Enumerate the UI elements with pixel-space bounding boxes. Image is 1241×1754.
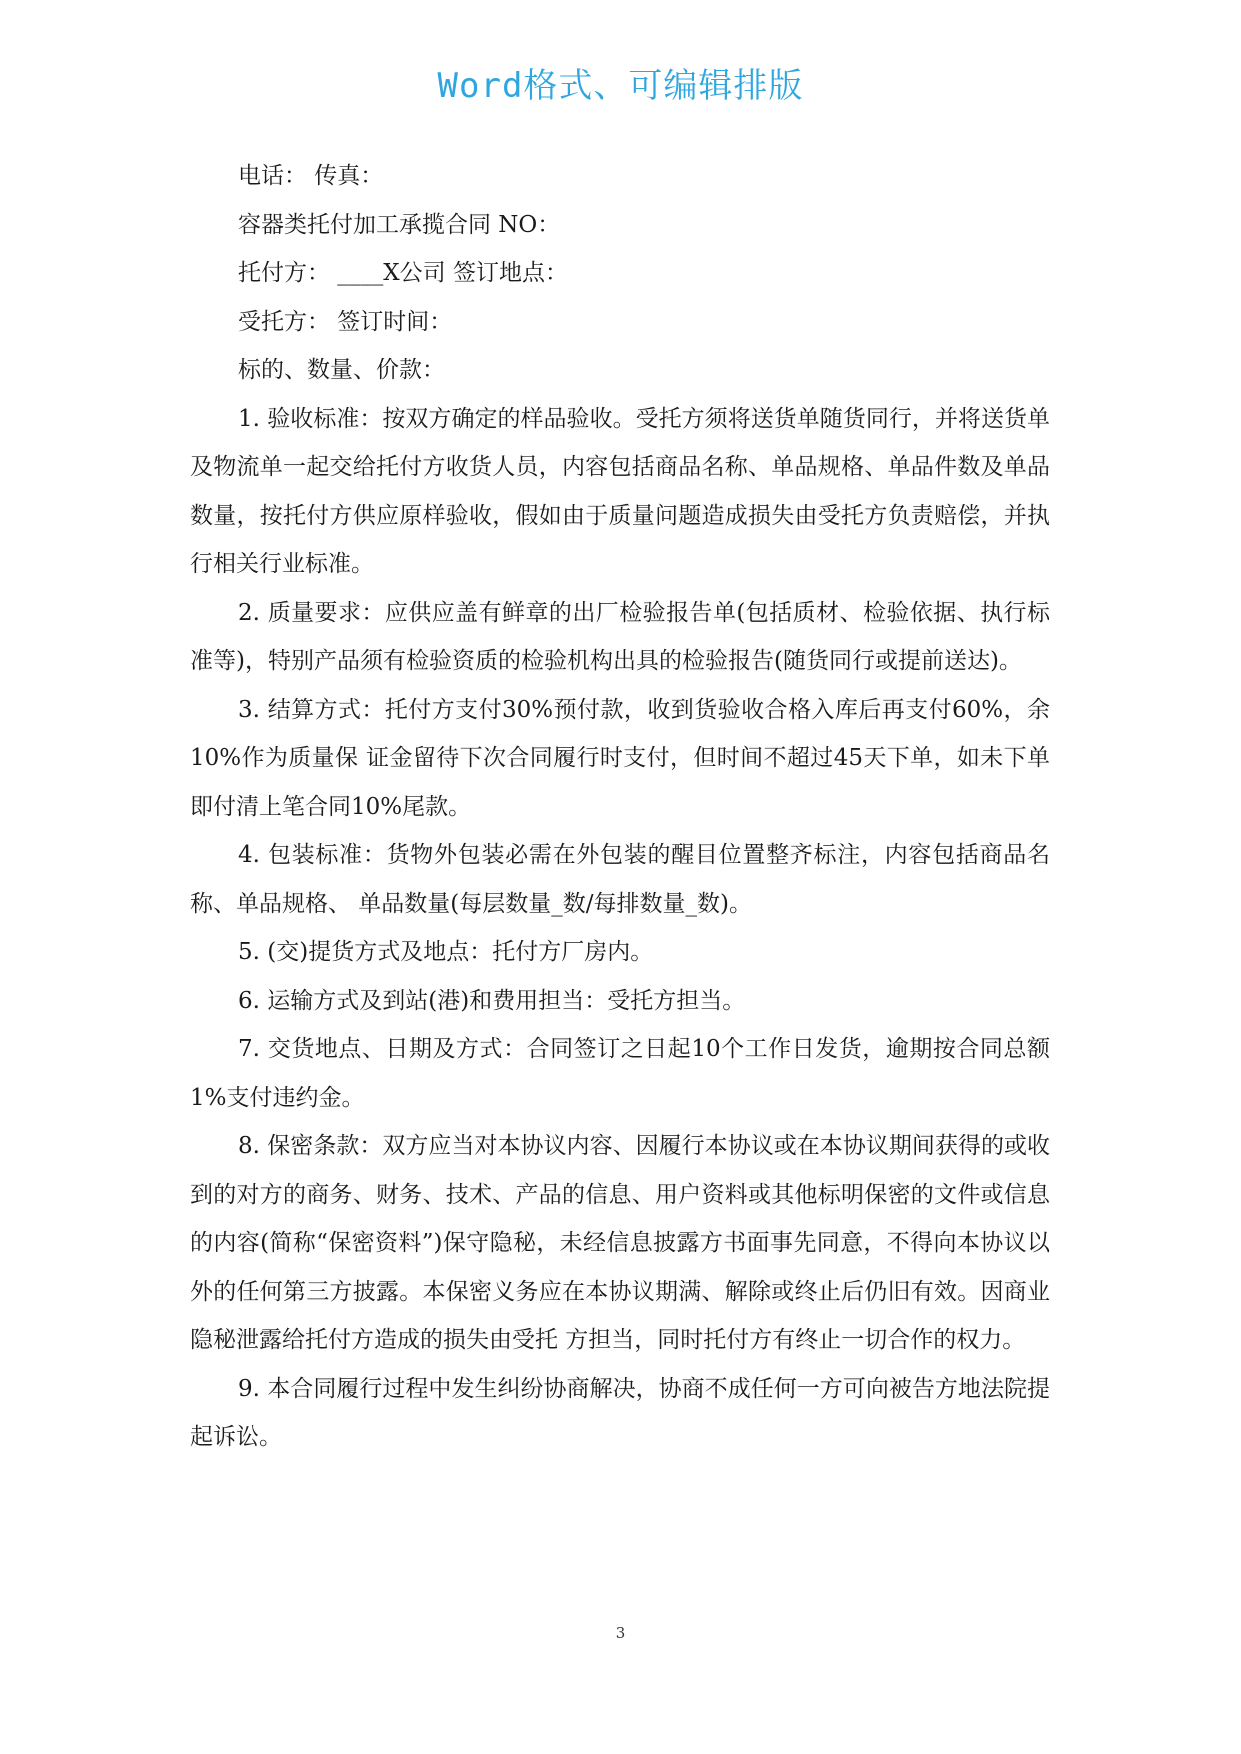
clause-delivery-terms: 7. 交货地点、日期及方式：合同签订之日起10个工作日发货，逾期按合同总额1%支付违约金。: [190, 1036, 1050, 1111]
clause-packaging-standard: 4. 包装标准：货物外包装必需在外包装的醒目位置整齐标注，内容包括商品名称、单品规格、 单品数量(每层数量_数/每排数量_数)。: [190, 842, 1050, 917]
contractor-party-line: 受托方： 签订时间：: [238, 308, 453, 335]
clause-transport-method: 6. 运输方式及到站(港)和费用担当：受托方担当。: [238, 987, 746, 1014]
page-header-title: Word格式、可编辑排版: [437, 66, 804, 106]
clause-pickup-method: 5. (交)提货方式及地点：托付方厂房内。: [238, 939, 654, 965]
clause-quality-requirements: 2. 质量要求：应供应盖有鲜章的出厂检验报告单(包括质材、检验依据、执行标准等)，特别产品须有检验资质的检验机构出具的检验报告(随货同行或提前送达)。: [190, 599, 1050, 674]
contract-title-line: 容器类托付加工承揽合同 NO：: [238, 211, 561, 238]
clause-dispute-resolution: 9. 本合同履行过程中发生纠纷协商解决，协商不成任何一方可向被告方地法院提起诉讼。: [190, 1375, 1050, 1450]
clause-acceptance-standard: 1. 验收标准：按双方确定的样品验收。受托方须将送货单随货同行，并将送货单及物流单一起交给托付方收货人员，内容包括商品名称、单品规格、单品件数及单品数量，按托付方供应原样验收，假如由于质量问题造成损失由受托方负责赔偿，并执行相关行业标准。: [190, 405, 1050, 577]
contact-line: 电话： 传真：: [238, 163, 384, 189]
subject-line: 标的、数量、价款：: [238, 357, 445, 383]
client-party-line: 托付方： ____X公司 签订地点：: [238, 260, 568, 286]
clause-confidentiality: 8. 保密条款：双方应当对本协议内容、因履行本协议或在本协议期间获得的或收到的对方的商务、财务、技术、产品的信息、用户资料或其他标明保密的文件或信息的内容(简称“保密资料”)保守隐秘，未经信息披露方书面事先同意，不得向本协议以外的任何第三方披露。本保密义务应在本协议期满、解除或终止后仍旧有效。因商业隐秘泄露给托付方造成的损失由受托 方担当，同时托付方有终止一切合作的权力。: [190, 1133, 1050, 1353]
page-number: 3: [615, 1624, 626, 1642]
clause-settlement-method: 3. 结算方式：托付方支付30%预付款，收到货验收合格入库后再支付60%，余10%作为质量保 证金留待下次合同履行时支付，但时间不超过45天下单，如未下单即付清上笔合同10%尾款。: [190, 696, 1050, 820]
document-body: [190, 152, 1050, 1462]
